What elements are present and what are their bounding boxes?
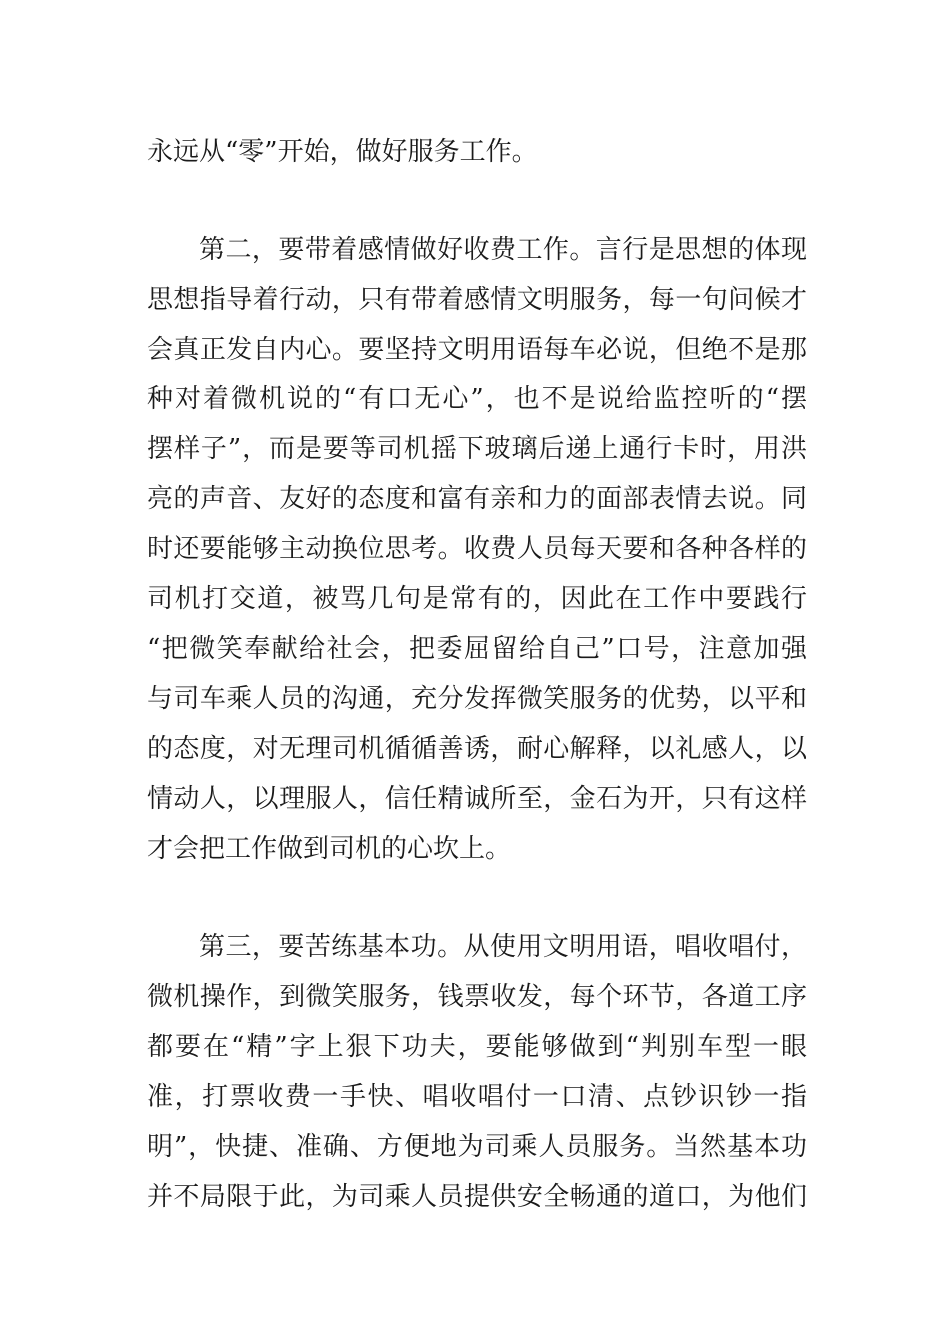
paragraph-2-line-5: 摆样子”，而是要等司机摇下玻璃后递上通行卡时，用洪 bbox=[147, 434, 807, 464]
paragraph-2-line-12: 情动人，以理服人，信任精诚所至，金石为开，只有这样 bbox=[147, 784, 807, 814]
paragraph-2-line-10: 与司车乘人员的沟通，充分发挥微笑服务的优势，以平和 bbox=[147, 684, 807, 714]
paragraph-2-line-9: “把微笑奉献给社会，把委屈留给自己”口号，注意加强 bbox=[147, 634, 807, 664]
paragraph-2-line-8: 司机打交道，被骂几句是常有的，因此在工作中要践行 bbox=[147, 584, 807, 614]
paragraph-3-line-2: 微机操作，到微笑服务，钱票收发，每个环节，各道工序 bbox=[147, 982, 807, 1012]
paragraph-2-line-1: 第二，要带着感情做好收费工作。言行是思想的体现 bbox=[199, 235, 807, 265]
paragraph-3-line-3: 都要在“精”字上狠下功夫，要能够做到“判别车型一眼 bbox=[147, 1032, 807, 1062]
paragraph-2-line-3: 会真正发自内心。要坚持文明用语每车必说，但绝不是那 bbox=[147, 335, 807, 365]
paragraph-3-line-5: 明”，快捷、准确、方便地为司乘人员服务。当然基本功 bbox=[147, 1132, 807, 1162]
paragraph-2-line-7: 时还要能够主动换位思考。收费人员每天要和各种各样的 bbox=[147, 534, 807, 564]
paragraph-2-line-6: 亮的声音、友好的态度和富有亲和力的面部表情去说。同 bbox=[147, 484, 807, 514]
paragraph-2-line-13: 才会把工作做到司机的心坎上。 bbox=[147, 834, 512, 864]
paragraph-3-line-1: 第三，要苦练基本功。从使用文明用语，唱收唱付， bbox=[199, 932, 807, 962]
paragraph-2-line-11: 的态度，对无理司机循循善诱，耐心解释，以礼感人，以 bbox=[147, 734, 807, 764]
paragraph-2-line-2: 思想指导着行动，只有带着感情文明服务，每一句问候才 bbox=[147, 285, 807, 315]
paragraph-3-line-4: 准，打票收费一手快、唱收唱付一口清、点钞识钞一指 bbox=[147, 1082, 807, 1112]
paragraph-1-line-1: 永远从“零”开始，做好服务工作。 bbox=[147, 137, 538, 167]
paragraph-2-line-4: 种对着微机说的“有口无心”，也不是说给监控听的“摆 bbox=[147, 384, 807, 414]
paragraph-3-line-6: 并不局限于此，为司乘人员提供安全畅通的道口，为他们 bbox=[147, 1182, 807, 1212]
